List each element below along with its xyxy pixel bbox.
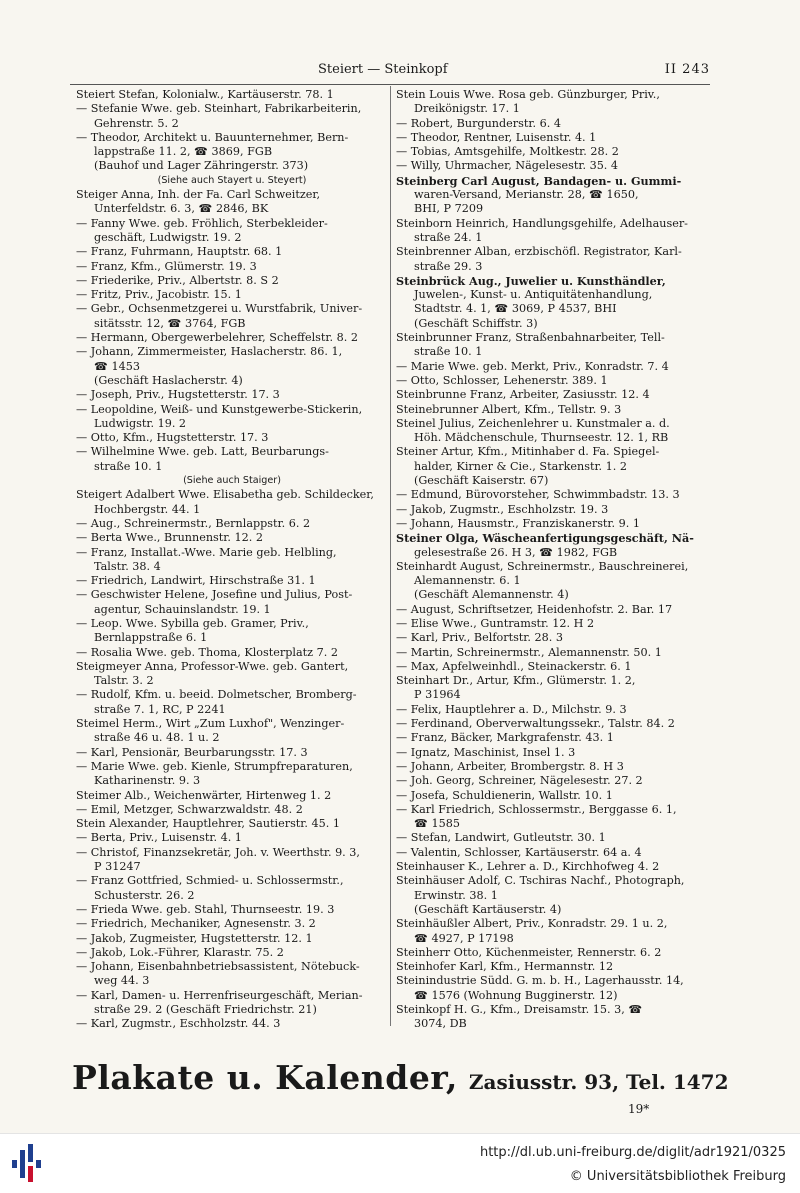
entry-continuation: ☎ 4927, P 17198 bbox=[414, 931, 514, 945]
entry-continuation: Dreikönigstr. 17. 1 bbox=[414, 102, 520, 116]
directory-entry bbox=[396, 217, 706, 246]
university-library-logo-icon bbox=[12, 1142, 42, 1184]
entry-continuation: straße 29. 2 (Geschäft Friedrichstr. 21) bbox=[94, 1003, 317, 1016]
entry-line: — Johann, Hausmstr., Franziskanerstr. 9. 1 bbox=[396, 516, 641, 530]
entry-line: — Friedrich, Landwirt, Hirschstraße 31. 1 bbox=[76, 574, 316, 588]
page-header bbox=[70, 62, 710, 82]
header-rule bbox=[70, 84, 710, 85]
directory-entry bbox=[396, 145, 706, 159]
directory-entry bbox=[396, 117, 706, 131]
entry-line: — Valentin, Schlosser, Kartäuserstr. 64 a. 4 bbox=[396, 845, 642, 859]
directory-entry bbox=[396, 789, 706, 803]
directory-entry bbox=[76, 488, 388, 517]
entry-continuation: Hochbergstr. 44. 1 bbox=[94, 502, 201, 516]
entry-continuation: Gehrenstr. 5. 2 bbox=[94, 116, 179, 130]
entry-continuation: ☎ 1576 (Wohnung Bugginerstr. 12) bbox=[414, 988, 618, 1002]
entry-continuation: P 31247 bbox=[94, 860, 141, 874]
entry-continuation: weg 44. 3 bbox=[94, 974, 150, 988]
entry-line: — Geschwister Helene, Josefine und Julius, Post- bbox=[76, 588, 353, 602]
directory-entry bbox=[396, 860, 706, 874]
entry-line: — Aug., Schreinermstr., Bernlappstr. 6. 2 bbox=[76, 516, 311, 530]
entry-line: — Stefanie Wwe. geb. Steinhart, Fabrikarbeiterin, bbox=[76, 102, 362, 116]
directory-entry bbox=[76, 932, 388, 946]
entry-continuation: straße 7. 1, RC, P 2241 bbox=[94, 702, 226, 716]
entry-line: — Elise Wwe., Guntramstr. 12. H 2 bbox=[396, 616, 595, 630]
entry-line: Steinhäuser Adolf, C. Tschiras Nachf., Photograph, bbox=[396, 874, 685, 888]
directory-entry bbox=[76, 803, 388, 817]
directory-entry bbox=[76, 917, 388, 931]
entry-line: — Frieda Wwe. geb. Stahl, Thurnseestr. 19. 3 bbox=[76, 902, 335, 916]
directory-entry bbox=[396, 774, 706, 788]
entry-line: — Franz, Kfm., Glümerstr. 19. 3 bbox=[76, 259, 257, 273]
entry-continuation: 3074, DB bbox=[414, 1017, 467, 1031]
entry-line: — Leopoldine, Weiß- und Kunstgewerbe-Stickerin, bbox=[76, 402, 363, 416]
entry-line: Steiger Anna, Inh. der Fa. Carl Schweitzer, bbox=[76, 188, 321, 202]
entry-line: Steigert Adalbert Wwe. Elisabetha geb. Schildecker, bbox=[76, 488, 374, 502]
directory-entry bbox=[396, 131, 706, 145]
directory-entry bbox=[396, 274, 706, 331]
entry-line: — Franz, Fuhrmann, Hauptstr. 68. 1 bbox=[76, 245, 283, 259]
directory-entry bbox=[76, 746, 388, 760]
directory-entry bbox=[76, 660, 388, 689]
entry-line: Steinhäußler Albert, Priv., Konradstr. 29. 1 u. 2, bbox=[396, 917, 668, 931]
entry-continuation: Juwelen-, Kunst- u. Antiquitätenhandlung, bbox=[414, 288, 653, 302]
entry-continuation: (Geschäft Kartäuserstr. 4) bbox=[414, 902, 562, 916]
directory-entry bbox=[76, 445, 388, 474]
directory-entry bbox=[76, 617, 388, 646]
directory-entry bbox=[76, 946, 388, 960]
entry-line: Steimel Herm., Wirt „Zum Luxhof", Wenzinger- bbox=[76, 717, 345, 731]
directory-entry bbox=[76, 789, 388, 803]
directory-entry bbox=[396, 846, 706, 860]
directory-entry bbox=[396, 760, 706, 774]
directory-entry bbox=[396, 174, 706, 217]
entry-continuation: Talstr. 3. 2 bbox=[94, 674, 154, 688]
entry-continuation: Stadtstr. 4. 1, ☎ 3069, P 4537, BHI bbox=[414, 302, 617, 316]
directory-entry bbox=[396, 731, 706, 745]
entry-continuation: (Geschäft Haslacherstr. 4) bbox=[94, 373, 243, 387]
directory-entry bbox=[76, 188, 388, 217]
entry-continuation: Bernlappstraße 6. 1 bbox=[94, 631, 208, 645]
directory-entry bbox=[396, 660, 706, 674]
entry-line: Stein Louis Wwe. Rosa geb. Günzburger, Priv., bbox=[396, 88, 660, 101]
directory-entry bbox=[396, 374, 706, 388]
directory-entry bbox=[396, 746, 706, 760]
entry-line: Steinbrunne Franz, Arbeiter, Zasiusstr. 12. 4 bbox=[396, 388, 650, 402]
entry-line: — Fritz, Priv., Jacobistr. 15. 1 bbox=[76, 288, 242, 302]
entry-line: Steinel Julius, Zeichenlehrer u. Kunstmaler a. d. bbox=[396, 416, 670, 430]
entry-line: — Joh. Georg, Schreiner, Nägelesestr. 27. 2 bbox=[396, 774, 643, 788]
entry-line: — Emil, Metzger, Schwarzwaldstr. 48. 2 bbox=[76, 802, 303, 816]
directory-entry bbox=[76, 260, 388, 274]
directory-entry bbox=[396, 946, 706, 960]
entry-line: — Karl, Damen- u. Herrenfriseurgeschäft, Merian- bbox=[76, 988, 363, 1002]
directory-entry bbox=[396, 831, 706, 845]
entry-line: — Willy, Uhrmacher, Nägelesestr. 35. 4 bbox=[396, 159, 619, 173]
entry-line: — Jakob, Zugmeister, Hugstetterstr. 12. 1 bbox=[76, 931, 313, 945]
entry-line: — Johann, Eisenbahnbetriebsassistent, Nötebuck- bbox=[76, 960, 360, 974]
directory-entry bbox=[76, 517, 388, 531]
entry-continuation: P 31964 bbox=[414, 688, 461, 702]
directory-entry bbox=[396, 331, 706, 360]
entry-continuation: (Geschäft Schiffstr. 3) bbox=[414, 316, 538, 330]
entry-line: Steinhart Dr., Artur, Kfm., Glümerstr. 1. 2, bbox=[396, 674, 636, 688]
entry-continuation: BHI, P 7209 bbox=[414, 202, 484, 216]
entry-line: — Franz Gottfried, Schmied- u. Schlossermstr., bbox=[76, 874, 344, 888]
directory-entry bbox=[396, 360, 706, 374]
entry-line: — Jakob, Zugmstr., Eschholzstr. 19. 3 bbox=[396, 502, 609, 516]
entry-continuation: (Bauhof und Lager Zähringerstr. 373) bbox=[94, 159, 309, 173]
entry-continuation: ☎ 1453 bbox=[94, 359, 140, 373]
right-column bbox=[396, 88, 706, 1032]
entry-continuation: Katharinenstr. 9. 3 bbox=[94, 774, 201, 788]
entry-line: — Theodor, Rentner, Luisenstr. 4. 1 bbox=[396, 130, 597, 144]
entry-continuation: straße 10. 1 bbox=[414, 345, 483, 359]
entry-line: Steinindustrie Südd. G. m. b. H., Lagerhausstr. 14, bbox=[396, 974, 684, 988]
directory-entry bbox=[396, 417, 706, 446]
entry-line: — Ferdinand, Oberverwaltungssekr., Talstr. 84. 2 bbox=[396, 717, 675, 731]
directory-entry bbox=[76, 903, 388, 917]
directory-entry bbox=[76, 846, 388, 875]
entry-line: — Friederike, Priv., Albertstr. 8. S 2 bbox=[76, 273, 279, 287]
entry-line: — August, Schriftsetzer, Heidenhofstr. 2. Bar. 17 bbox=[396, 602, 673, 616]
entry-continuation: lappstraße 11. 2, ☎ 3869, FGB bbox=[94, 145, 273, 159]
entry-continuation: Unterfeldstr. 6. 3, ☎ 2846, BK bbox=[94, 202, 269, 216]
directory-entry bbox=[76, 831, 388, 845]
directory-entry bbox=[76, 717, 388, 746]
entry-line: Steinbrunner Franz, Straßenbahnarbeiter, Tell- bbox=[396, 331, 665, 345]
directory-entry bbox=[396, 88, 706, 117]
entry-line: — Edmund, Bürovorsteher, Schwimmbadstr. 13. 3 bbox=[396, 488, 680, 502]
directory-entry bbox=[396, 388, 706, 402]
directory-entry bbox=[76, 588, 388, 617]
directory-entry bbox=[76, 760, 388, 789]
directory-entry bbox=[396, 1003, 706, 1032]
directory-entry bbox=[76, 331, 388, 345]
entry-line: — Gebr., Ochsenmetzgerei u. Wurstfabrik, Univer- bbox=[76, 302, 363, 316]
entry-line: — Marie Wwe. geb. Merkt, Priv., Konradstr. 7. 4 bbox=[396, 359, 669, 373]
entry-continuation: straße 46 u. 48. 1 u. 2 bbox=[94, 731, 220, 745]
entry-line: — Hermann, Obergewerbelehrer, Scheffelstr. 8. 2 bbox=[76, 331, 359, 345]
directory-entry bbox=[76, 388, 388, 402]
entry-line: — Joseph, Priv., Hugstetterstr. 17. 3 bbox=[76, 388, 280, 402]
directory-entry bbox=[76, 88, 388, 102]
directory-entry bbox=[396, 917, 706, 946]
directory-entry bbox=[76, 288, 388, 302]
directory-entry bbox=[396, 159, 706, 173]
directory-entry bbox=[396, 617, 706, 631]
entry-line: Steiner Olga, Wäscheanfertigungsgeschäft, Nä- bbox=[396, 531, 694, 546]
directory-entry bbox=[396, 646, 706, 660]
entry-line: Steinebrunner Albert, Kfm., Tellstr. 9. 3 bbox=[396, 402, 622, 416]
entry-line: Steinhofer Karl, Kfm., Hermannstr. 12 bbox=[396, 960, 614, 974]
entry-continuation: Erwinstr. 38. 1 bbox=[414, 888, 498, 902]
advertisement-main: Plakate u. Kalender, bbox=[72, 1058, 458, 1097]
entry-line: — Otto, Kfm., Hugstetterstr. 17. 3 bbox=[76, 431, 269, 445]
entry-line: Steigmeyer Anna, Professor-Wwe. geb. Gantert, bbox=[76, 659, 349, 673]
entry-continuation: straße 29. 3 bbox=[414, 259, 483, 273]
entry-line: — Berta Wwe., Brunnenstr. 12. 2 bbox=[76, 531, 263, 545]
entry-line: Steinbrenner Alban, erzbischöfl. Registrator, Karl- bbox=[396, 245, 682, 259]
entry-line: Steimer Alb., Weichenwärter, Hirtenweg 1. 2 bbox=[76, 788, 332, 802]
entry-line: — Rudolf, Kfm. u. beeid. Dolmetscher, Bromberg- bbox=[76, 688, 357, 702]
entry-continuation: Schusterstr. 26. 2 bbox=[94, 888, 195, 902]
page-number: II 243 bbox=[664, 62, 710, 77]
advertisement bbox=[72, 1058, 729, 1102]
entry-line: — Leop. Wwe. Sybilla geb. Gramer, Priv., bbox=[76, 616, 309, 630]
source-link[interactable]: http://dl.ub.uni-freiburg.de/diglit/adr1921/0325 bbox=[479, 1145, 786, 1160]
directory-entry bbox=[396, 517, 706, 531]
entry-line: — Franz, Bäcker, Markgrafenstr. 43. 1 bbox=[396, 731, 614, 745]
directory-entry bbox=[76, 403, 388, 432]
entry-continuation: sitätsstr. 12, ☎ 3764, FGB bbox=[94, 316, 246, 330]
entry-line: — Karl, Zugmstr., Eschholzstr. 44. 3 bbox=[76, 1017, 281, 1031]
directory-entry bbox=[76, 531, 388, 545]
entry-line: — Theodor, Architekt u. Bauunternehmer, Bern- bbox=[76, 130, 349, 144]
directory-entry bbox=[396, 803, 706, 832]
directory-entry bbox=[396, 531, 706, 560]
directory-entry bbox=[396, 403, 706, 417]
left-column bbox=[76, 88, 388, 1032]
entry-line: — Ignatz, Maschinist, Insel 1. 3 bbox=[396, 745, 576, 759]
directory-entry bbox=[76, 217, 388, 246]
entry-continuation: agentur, Schauinslandstr. 19. 1 bbox=[94, 602, 271, 616]
directory-entry bbox=[396, 874, 706, 917]
entry-line: — Johann, Arbeiter, Brombergstr. 8. H 3 bbox=[396, 759, 624, 773]
entry-line: — Felix, Hauptlehrer a. D., Milchstr. 9. 3 bbox=[396, 702, 627, 716]
directory-entry bbox=[396, 717, 706, 731]
cross-reference bbox=[76, 474, 388, 488]
directory-entry bbox=[396, 674, 706, 703]
entry-line: Steiner Artur, Kfm., Mitinhaber d. Fa. Spiegel- bbox=[396, 445, 660, 459]
directory-entry bbox=[396, 560, 706, 603]
cross-reference bbox=[76, 174, 388, 188]
entry-line: — Marie Wwe. geb. Kienle, Strumpfreparaturen, bbox=[76, 759, 353, 773]
entry-continuation: Alemannenstr. 6. 1 bbox=[414, 574, 521, 588]
entry-continuation: waren-Versand, Merianstr. 28, ☎ 1650, bbox=[414, 188, 639, 202]
directory-entry bbox=[396, 703, 706, 717]
entry-line: Steinkopf H. G., Kfm., Dreisamstr. 15. 3, ☎ bbox=[396, 1003, 643, 1016]
entry-line: — Max, Apfelweinhdl., Steinackerstr. 6. 1 bbox=[396, 659, 632, 673]
directory-entry bbox=[76, 131, 388, 174]
entry-line: — Karl, Priv., Belfortstr. 28. 3 bbox=[396, 631, 563, 645]
directory-entry bbox=[76, 431, 388, 445]
signature-mark: 19* bbox=[628, 1102, 650, 1116]
entry-line: — Fanny Wwe. geb. Fröhlich, Sterbekleider- bbox=[76, 216, 328, 230]
entry-continuation: Talstr. 38. 4 bbox=[94, 559, 161, 573]
directory-entry bbox=[76, 960, 388, 989]
entry-continuation: ☎ 1585 bbox=[414, 817, 460, 831]
entry-line: — Tobias, Amtsgehilfe, Moltkestr. 28. 2 bbox=[396, 145, 619, 159]
entry-line: Steinborn Heinrich, Handlungsgehilfe, Adelhauser- bbox=[396, 216, 688, 230]
directory-entry bbox=[76, 646, 388, 660]
entry-line: Steinherr Otto, Küchenmeister, Rennerstr. 6. 2 bbox=[396, 945, 662, 959]
entry-line: (Siehe auch Stayert u. Steyert) bbox=[157, 174, 307, 186]
directory-entry bbox=[76, 989, 388, 1018]
entry-line: — Martin, Schreinermstr., Alemannenstr. 50. 1 bbox=[396, 645, 662, 659]
entry-continuation: straße 24. 1 bbox=[414, 230, 483, 244]
directory-entry bbox=[76, 874, 388, 903]
entry-continuation: Ludwigstr. 19. 2 bbox=[94, 416, 187, 430]
entry-continuation: gelesestraße 26. H 3, ☎ 1982, FGB bbox=[414, 545, 618, 559]
entry-line: — Rosalia Wwe. geb. Thoma, Klosterplatz 7. 2 bbox=[76, 645, 338, 659]
directory-entry bbox=[76, 302, 388, 331]
entry-line: Steinberg Carl August, Bandagen- u. Gummi- bbox=[396, 173, 682, 188]
entry-line: — Wilhelmine Wwe. geb. Latt, Beurbarungs- bbox=[76, 445, 329, 459]
entry-line: — Christof, Finanzsekretär, Joh. v. Weerthstr. 9. 3, bbox=[76, 845, 360, 859]
directory-entry bbox=[76, 688, 388, 717]
entry-line: Steinhardt August, Schreinermstr., Bauschreinerei, bbox=[396, 559, 689, 573]
entry-line: — Friedrich, Mechaniker, Agnesenstr. 3. 2 bbox=[76, 917, 316, 931]
directory-entry bbox=[396, 631, 706, 645]
entry-line: — Josefa, Schuldienerin, Wallstr. 10. 1 bbox=[396, 788, 613, 802]
entry-line: — Karl Friedrich, Schlossermstr., Berggasse 6. 1, bbox=[396, 802, 677, 816]
column-divider bbox=[390, 86, 391, 1026]
entry-line: — Robert, Burgunderstr. 6. 4 bbox=[396, 116, 561, 130]
directory-entry bbox=[76, 817, 388, 831]
directory-entry bbox=[396, 245, 706, 274]
directory-entry bbox=[76, 102, 388, 131]
running-title: Steiert — Steinkopf bbox=[318, 62, 448, 77]
entry-continuation: (Geschäft Kaiserstr. 67) bbox=[414, 474, 549, 488]
entry-line: — Berta, Priv., Luisenstr. 4. 1 bbox=[76, 831, 242, 845]
directory-entry bbox=[76, 574, 388, 588]
directory-entry bbox=[396, 960, 706, 974]
entry-continuation: geschäft, Ludwigstr. 19. 2 bbox=[94, 230, 242, 244]
entry-line: — Karl, Pensionär, Beurbarungsstr. 17. 3 bbox=[76, 745, 308, 759]
footer-bar bbox=[0, 1133, 800, 1193]
directory-entry bbox=[396, 503, 706, 517]
entry-line: Steiert Stefan, Kolonialw., Kartäuserstr. 78. 1 bbox=[76, 88, 334, 101]
entry-continuation: (Geschäft Alemannenstr. 4) bbox=[414, 588, 569, 602]
entry-continuation: Höh. Mädchenschule, Thurnseestr. 12. 1, RB bbox=[414, 431, 669, 445]
entry-line: (Siehe auch Staiger) bbox=[183, 475, 281, 487]
directory-entry bbox=[396, 445, 706, 488]
directory-entry bbox=[396, 488, 706, 502]
entry-line: — Otto, Schlosser, Lehenerstr. 389. 1 bbox=[396, 373, 608, 387]
directory-entry bbox=[396, 603, 706, 617]
entry-line: — Johann, Zimmermeister, Haslacherstr. 86. 1, bbox=[76, 345, 343, 359]
copyright-notice: © Universitätsbibliothek Freiburg bbox=[569, 1169, 786, 1184]
directory-entry bbox=[76, 546, 388, 575]
advertisement-sub: Zasiusstr. 93, Tel. 1472 bbox=[468, 1070, 729, 1094]
entry-continuation: halder, Kirner & Cie., Starkenstr. 1. 2 bbox=[414, 459, 628, 473]
directory-entry bbox=[396, 974, 706, 1003]
entry-line: — Jakob, Lok.-Führer, Klarastr. 75. 2 bbox=[76, 945, 284, 959]
entry-line: Steinbrück Aug., Juwelier u. Kunsthändler, bbox=[396, 273, 666, 288]
entry-line: Stein Alexander, Hauptlehrer, Sautierstr. 45. 1 bbox=[76, 817, 341, 831]
entry-line: — Stefan, Landwirt, Gutleutstr. 30. 1 bbox=[396, 831, 606, 845]
entry-continuation: straße 10. 1 bbox=[94, 459, 163, 473]
directory-entry bbox=[76, 1017, 388, 1031]
entry-line: Steinhauser K., Lehrer a. D., Kirchhofweg 4. 2 bbox=[396, 860, 660, 874]
entry-line: — Franz, Installat.-Wwe. Marie geb. Helbling, bbox=[76, 545, 337, 559]
directory-entry bbox=[76, 274, 388, 288]
directory-entry bbox=[76, 245, 388, 259]
directory-entry bbox=[76, 345, 388, 388]
